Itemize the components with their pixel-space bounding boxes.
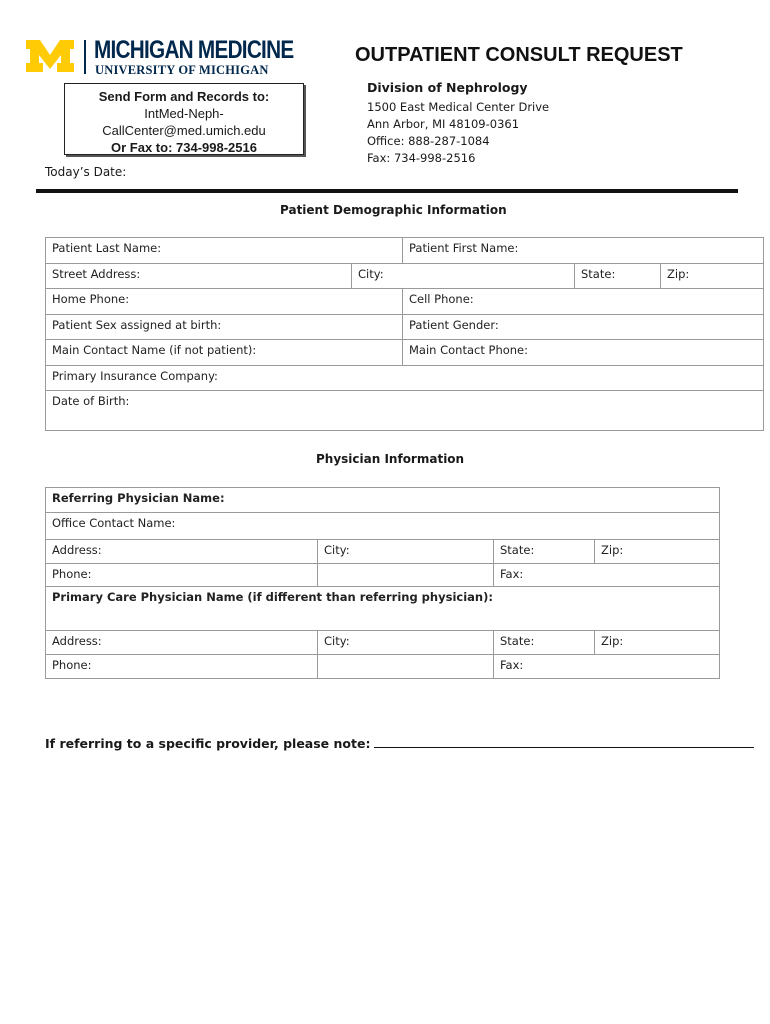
insurance-label: Primary Insurance Company: (52, 369, 218, 383)
patient-city-field[interactable] (352, 264, 575, 289)
patient-state-field[interactable] (575, 264, 661, 289)
logo-wordmark: MICHIGAN MEDICINE (94, 36, 294, 64)
division-address-1: 1500 East Medical Center Drive (367, 100, 550, 114)
send-line-1: Send Form and Records to: (98, 89, 270, 104)
pcp-address-field[interactable] (46, 631, 318, 655)
physician-section-title: Physician Information (316, 452, 465, 466)
block-m-logo (24, 38, 76, 74)
ref-fax-label: Fax: (500, 567, 524, 581)
logo-divider (84, 40, 86, 74)
main-contact-field[interactable] (46, 340, 403, 366)
pcp-name-field[interactable] (46, 587, 720, 631)
page-title: OUTPATIENT CONSULT REQUEST (355, 44, 683, 66)
pcp-state-label: State: (500, 634, 535, 648)
ref-address-field[interactable] (46, 540, 318, 564)
division-address-2: Ann Arbor, MI 48109-0361 (367, 117, 520, 131)
main-contact-phone-label: Main Contact Phone: (409, 343, 529, 357)
patient-home-phone-label: Home Phone: (52, 292, 130, 306)
main-contact-label: Main Contact Name (if not patient): (52, 343, 257, 357)
pcp-fax-label: Fax: (500, 658, 524, 672)
office-contact-label: Office Contact Name: (52, 516, 176, 530)
main-contact-phone-field[interactable] (403, 340, 764, 366)
pcp-fax-field[interactable] (494, 655, 720, 679)
patient-first-name-label: Patient First Name: (409, 241, 519, 255)
patient-last-name-field[interactable] (46, 238, 403, 264)
patient-cell-phone-label: Cell Phone: (409, 292, 474, 306)
send-fax: Or Fax to: 734-998-2516 (111, 140, 257, 155)
patient-demographics-table (45, 237, 764, 431)
pcp-name-label: Primary Care Physician Name (if different than referring physician): (52, 590, 493, 604)
patient-street-label: Street Address: (52, 267, 141, 281)
referring-physician-field[interactable] (46, 488, 720, 513)
ref-fax-field[interactable] (494, 564, 720, 587)
insurance-field[interactable] (46, 366, 764, 391)
dob-field[interactable] (46, 391, 764, 431)
send-line-2: IntMed-Neph- (144, 106, 224, 121)
send-email: CallCenter@med.umich.edu (102, 123, 266, 138)
todays-date-label: Today’s Date: (45, 165, 127, 179)
patient-first-name-field[interactable] (403, 238, 764, 264)
pcp-address-label: Address: (52, 634, 102, 648)
physician-table (45, 487, 720, 679)
patient-street-field[interactable] (46, 264, 352, 289)
patient-last-name-label: Patient Last Name: (52, 241, 162, 255)
specific-provider-label: If referring to a specific provider, please note: (45, 736, 371, 751)
patient-sex-field[interactable] (46, 315, 403, 340)
patient-gender-field[interactable] (403, 315, 764, 340)
ref-phone-field[interactable] (46, 564, 318, 587)
logo-subtitle: UNIVERSITY OF MICHIGAN (95, 63, 269, 77)
specific-provider-row (45, 735, 754, 751)
ref-phone-label: Phone: (52, 567, 92, 581)
pcp-phone-field[interactable] (46, 655, 318, 679)
division-office-phone: Office: 888-287-1084 (367, 134, 490, 148)
ref-address-label: Address: (52, 543, 102, 557)
patient-sex-label: Patient Sex assigned at birth: (52, 318, 222, 332)
division-name: Division of Nephrology (367, 80, 528, 95)
ref-city-field[interactable] (318, 540, 494, 564)
patient-section-title: Patient Demographic Information (280, 203, 507, 217)
pcp-zip-label: Zip: (601, 634, 624, 648)
ref-state-field[interactable] (494, 540, 595, 564)
ref-zip-label: Zip: (601, 543, 624, 557)
send-records-box (64, 83, 304, 155)
patient-gender-label: Patient Gender: (409, 318, 499, 332)
ref-city-label: City: (324, 543, 350, 557)
patient-home-phone-field[interactable] (46, 289, 403, 315)
pcp-state-field[interactable] (494, 631, 595, 655)
pcp-city-label: City: (324, 634, 350, 648)
header-rule (36, 189, 738, 193)
referring-physician-label: Referring Physician Name: (52, 491, 225, 505)
ref-zip-field[interactable] (595, 540, 720, 564)
patient-zip-field[interactable] (661, 264, 764, 289)
office-contact-field[interactable] (46, 513, 720, 540)
ref-phone-extra-field[interactable] (318, 564, 494, 587)
dob-label: Date of Birth: (52, 394, 130, 408)
pcp-city-field[interactable] (318, 631, 494, 655)
division-fax: Fax: 734-998-2516 (367, 151, 476, 165)
patient-zip-label: Zip: (667, 267, 690, 281)
ref-state-label: State: (500, 543, 535, 557)
pcp-zip-field[interactable] (595, 631, 720, 655)
patient-city-label: City: (358, 267, 384, 281)
patient-state-label: State: (581, 267, 616, 281)
pcp-phone-label: Phone: (52, 658, 92, 672)
specific-provider-line[interactable] (374, 735, 754, 748)
patient-cell-phone-field[interactable] (403, 289, 764, 315)
pcp-phone-extra-field[interactable] (318, 655, 494, 679)
